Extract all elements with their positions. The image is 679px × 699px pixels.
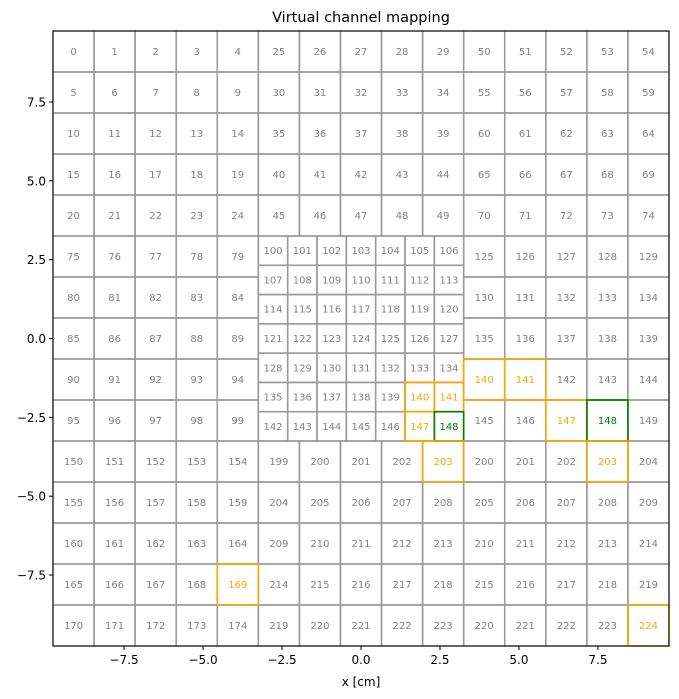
channel-label-128: 128 xyxy=(597,252,617,263)
channel-label-42: 42 xyxy=(354,170,368,181)
channel-label-218: 218 xyxy=(433,580,453,591)
channel-label-81: 81 xyxy=(108,293,121,304)
channel-label-148: 148 xyxy=(439,421,459,433)
channel-label-221: 221 xyxy=(515,621,535,632)
channel-label-146: 146 xyxy=(515,416,535,427)
channel-label-80: 80 xyxy=(67,293,80,304)
channel-label-150: 150 xyxy=(63,457,84,468)
channel-label-216: 216 xyxy=(515,580,535,591)
channel-label-102: 102 xyxy=(322,246,342,258)
channel-label-158: 158 xyxy=(187,498,207,509)
channel-label-173: 173 xyxy=(187,621,207,632)
channel-label-41: 41 xyxy=(313,170,327,181)
channel-label-201: 201 xyxy=(515,457,535,468)
channel-label-72: 72 xyxy=(559,211,573,222)
channel-label-207: 207 xyxy=(556,498,576,509)
channel-label-220: 220 xyxy=(310,621,330,632)
channel-label-216: 216 xyxy=(351,580,371,591)
channel-label-205: 205 xyxy=(474,498,494,509)
channel-label-84: 84 xyxy=(231,293,245,304)
channel-label-135: 135 xyxy=(474,334,494,345)
channel-label-207: 207 xyxy=(392,498,412,509)
channel-label-23: 23 xyxy=(190,211,204,222)
channel-label-46: 46 xyxy=(313,211,327,222)
channel-label-153: 153 xyxy=(187,457,207,468)
channel-label-66: 66 xyxy=(518,170,532,181)
channel-label-19: 19 xyxy=(231,170,245,181)
channel-label-94: 94 xyxy=(231,375,245,386)
channel-label-90: 90 xyxy=(67,375,80,386)
channel-label-64: 64 xyxy=(642,129,655,140)
channel-label-111: 111 xyxy=(380,275,400,287)
channel-label-110: 110 xyxy=(351,275,371,287)
x-tick-label: −5.0 xyxy=(188,653,218,667)
channel-label-200: 200 xyxy=(310,457,330,468)
x-tick-label: −2.5 xyxy=(267,653,297,667)
channel-label-92: 92 xyxy=(149,375,163,386)
channel-label-43: 43 xyxy=(395,170,409,181)
channel-label-98: 98 xyxy=(190,416,204,427)
channel-label-27: 27 xyxy=(354,47,368,58)
channel-label-40: 40 xyxy=(272,170,286,181)
channel-label-137: 137 xyxy=(556,334,576,345)
channel-label-112: 112 xyxy=(410,275,430,287)
channel-label-146: 146 xyxy=(380,421,400,433)
channel-label-106: 106 xyxy=(439,246,459,258)
x-tick-label: 7.5 xyxy=(588,653,608,667)
channel-label-0: 0 xyxy=(70,47,77,58)
channel-label-127: 127 xyxy=(556,252,576,263)
channel-label-16: 16 xyxy=(108,170,121,181)
channel-label-217: 217 xyxy=(556,580,576,591)
y-tick-label: −5.0 xyxy=(16,489,46,504)
channel-label-91: 91 xyxy=(108,375,121,386)
channel-label-68: 68 xyxy=(601,170,614,181)
channel-label-17: 17 xyxy=(149,170,163,181)
channel-label-149: 149 xyxy=(638,416,659,427)
y-tick-label: 5.0 xyxy=(26,174,46,189)
channel-label-134: 134 xyxy=(638,293,659,304)
channel-label-214: 214 xyxy=(638,539,659,550)
channel-label-107: 107 xyxy=(263,275,283,287)
x-tick-label: 2.5 xyxy=(430,653,450,667)
channel-label-38: 38 xyxy=(395,129,409,140)
channel-label-13: 13 xyxy=(190,129,204,140)
channel-label-148: 148 xyxy=(597,416,617,427)
channel-label-203: 203 xyxy=(433,457,453,468)
channel-label-215: 215 xyxy=(310,580,330,591)
channel-label-131: 131 xyxy=(351,363,371,375)
channel-label-86: 86 xyxy=(108,334,121,345)
channel-label-215: 215 xyxy=(474,580,494,591)
channel-label-24: 24 xyxy=(231,211,245,222)
channel-label-217: 217 xyxy=(392,580,412,591)
channel-label-121: 121 xyxy=(263,334,283,346)
channel-label-123: 123 xyxy=(322,334,342,346)
channel-label-117: 117 xyxy=(351,304,371,316)
channel-label-208: 208 xyxy=(597,498,617,509)
channel-label-145: 145 xyxy=(351,421,371,433)
channel-label-76: 76 xyxy=(108,252,121,263)
channel-label-142: 142 xyxy=(263,421,283,433)
channel-label-222: 222 xyxy=(556,621,576,632)
channel-label-4: 4 xyxy=(234,47,241,58)
channel-label-105: 105 xyxy=(410,246,430,258)
channel-label-73: 73 xyxy=(601,211,614,222)
channel-label-136: 136 xyxy=(292,392,312,404)
channel-label-37: 37 xyxy=(354,129,368,140)
channel-label-174: 174 xyxy=(228,621,248,632)
channel-label-101: 101 xyxy=(292,246,312,258)
y-tick-label: −7.5 xyxy=(16,568,46,583)
channel-label-60: 60 xyxy=(477,129,491,140)
channel-label-165: 165 xyxy=(63,580,84,591)
channel-label-213: 213 xyxy=(597,539,617,550)
channel-label-67: 67 xyxy=(559,170,573,181)
channel-label-203: 203 xyxy=(597,457,617,468)
channel-label-12: 12 xyxy=(149,129,163,140)
channel-label-75: 75 xyxy=(67,252,80,263)
channel-label-52: 52 xyxy=(559,47,573,58)
channel-label-206: 206 xyxy=(351,498,371,509)
channel-label-220: 220 xyxy=(474,621,494,632)
x-tick-label: −7.5 xyxy=(109,653,139,667)
channel-label-33: 33 xyxy=(395,88,409,99)
channel-label-169: 169 xyxy=(228,580,248,591)
channel-label-57: 57 xyxy=(559,88,573,99)
channel-label-2: 2 xyxy=(152,47,159,58)
channel-label-137: 137 xyxy=(322,392,342,404)
channel-label-154: 154 xyxy=(228,457,248,468)
channel-label-69: 69 xyxy=(642,170,655,181)
channel-label-212: 212 xyxy=(556,539,576,550)
channel-label-65: 65 xyxy=(477,170,491,181)
channel-label-104: 104 xyxy=(380,246,400,258)
channel-label-7: 7 xyxy=(152,88,159,99)
channel-label-96: 96 xyxy=(108,416,121,427)
channel-label-168: 168 xyxy=(187,580,207,591)
channel-label-211: 211 xyxy=(351,539,371,550)
channel-label-214: 214 xyxy=(269,580,289,591)
channel-label-74: 74 xyxy=(642,211,655,222)
channel-label-162: 162 xyxy=(146,539,166,550)
channel-label-78: 78 xyxy=(190,252,204,263)
channel-label-144: 144 xyxy=(638,375,659,386)
y-tick-label: 7.5 xyxy=(26,95,46,110)
channel-label-6: 6 xyxy=(111,88,118,99)
channel-label-10: 10 xyxy=(67,129,80,140)
channel-label-210: 210 xyxy=(310,539,330,550)
channel-label-51: 51 xyxy=(518,47,532,58)
channel-label-50: 50 xyxy=(477,47,491,58)
channel-label-118: 118 xyxy=(380,304,400,316)
channel-label-30: 30 xyxy=(272,88,286,99)
channel-label-204: 204 xyxy=(269,498,289,509)
channel-label-161: 161 xyxy=(105,539,125,550)
channel-label-208: 208 xyxy=(433,498,453,509)
channel-label-58: 58 xyxy=(601,88,614,99)
channel-label-14: 14 xyxy=(231,129,245,140)
y-tick-label: 0.0 xyxy=(26,332,46,346)
channel-label-156: 156 xyxy=(105,498,125,509)
channel-label-138: 138 xyxy=(597,334,617,345)
channel-label-39: 39 xyxy=(436,129,450,140)
channel-label-48: 48 xyxy=(395,211,409,222)
channel-label-116: 116 xyxy=(322,304,342,316)
channel-label-82: 82 xyxy=(149,293,163,304)
channel-label-114: 114 xyxy=(263,304,283,316)
channel-label-141: 141 xyxy=(439,392,459,404)
channel-label-54: 54 xyxy=(642,47,655,58)
channel-label-120: 120 xyxy=(439,304,459,316)
channel-label-205: 205 xyxy=(310,498,330,509)
channel-label-170: 170 xyxy=(63,621,84,632)
channel-label-8: 8 xyxy=(193,88,200,99)
channel-label-219: 219 xyxy=(638,580,659,591)
channel-label-53: 53 xyxy=(601,47,614,58)
channel-label-129: 129 xyxy=(638,252,659,263)
channel-label-167: 167 xyxy=(146,580,166,591)
channel-label-201: 201 xyxy=(351,457,371,468)
channel-label-138: 138 xyxy=(351,392,371,404)
channel-label-172: 172 xyxy=(146,621,166,632)
channel-label-126: 126 xyxy=(515,252,535,263)
channel-label-28: 28 xyxy=(395,47,409,58)
channel-label-130: 130 xyxy=(474,293,494,304)
channel-label-99: 99 xyxy=(231,416,245,427)
channel-label-49: 49 xyxy=(436,211,450,222)
channel-label-145: 145 xyxy=(474,416,494,427)
channel-label-133: 133 xyxy=(597,293,617,304)
channel-label-200: 200 xyxy=(474,457,494,468)
channel-label-11: 11 xyxy=(108,129,121,140)
channel-label-140: 140 xyxy=(410,392,430,404)
channel-label-132: 132 xyxy=(380,363,400,375)
x-tick-label: 5.0 xyxy=(509,653,529,667)
channel-label-211: 211 xyxy=(515,539,535,550)
channel-label-147: 147 xyxy=(410,421,430,433)
channel-label-47: 47 xyxy=(354,211,368,222)
channel-label-63: 63 xyxy=(601,129,614,140)
channel-label-59: 59 xyxy=(642,88,655,99)
channel-label-9: 9 xyxy=(234,88,241,99)
channel-label-151: 151 xyxy=(105,457,125,468)
channel-label-34: 34 xyxy=(436,88,450,99)
channel-label-119: 119 xyxy=(410,304,430,316)
channel-label-209: 209 xyxy=(269,539,289,550)
channel-label-163: 163 xyxy=(187,539,207,550)
channel-label-135: 135 xyxy=(263,392,283,404)
channel-label-212: 212 xyxy=(392,539,412,550)
channel-label-83: 83 xyxy=(190,293,204,304)
channel-label-45: 45 xyxy=(272,211,286,222)
channel-label-125: 125 xyxy=(474,252,494,263)
channel-label-164: 164 xyxy=(228,539,248,550)
channel-label-124: 124 xyxy=(351,334,371,346)
channel-label-71: 71 xyxy=(518,211,532,222)
channel-label-202: 202 xyxy=(556,457,576,468)
channel-label-95: 95 xyxy=(67,416,80,427)
channel-label-143: 143 xyxy=(292,421,312,433)
channel-label-15: 15 xyxy=(67,170,80,181)
channel-label-44: 44 xyxy=(436,170,450,181)
channel-label-142: 142 xyxy=(556,375,576,386)
channel-label-166: 166 xyxy=(105,580,125,591)
channel-label-29: 29 xyxy=(436,47,450,58)
channel-label-141: 141 xyxy=(515,375,535,386)
channel-label-20: 20 xyxy=(67,211,80,222)
channel-label-213: 213 xyxy=(433,539,453,550)
channel-label-199: 199 xyxy=(269,457,289,468)
x-axis-label: x [cm] xyxy=(341,675,381,689)
channel-label-133: 133 xyxy=(410,363,430,375)
channel-label-3: 3 xyxy=(193,47,200,58)
channel-label-26: 26 xyxy=(313,47,327,58)
channel-label-5: 5 xyxy=(70,88,77,99)
channel-label-171: 171 xyxy=(105,621,125,632)
channel-label-126: 126 xyxy=(410,334,430,346)
channel-label-209: 209 xyxy=(638,498,659,509)
channel-label-125: 125 xyxy=(380,334,400,346)
chart-title: Virtual channel mapping xyxy=(272,10,450,26)
channel-label-144: 144 xyxy=(322,421,342,433)
channel-label-93: 93 xyxy=(190,375,204,386)
channel-label-152: 152 xyxy=(146,457,166,468)
channel-label-77: 77 xyxy=(149,252,163,263)
channel-label-79: 79 xyxy=(231,252,245,263)
channel-label-32: 32 xyxy=(354,88,368,99)
channel-label-128: 128 xyxy=(263,363,283,375)
channel-label-88: 88 xyxy=(190,334,204,345)
channel-label-97: 97 xyxy=(149,416,163,427)
channel-label-224: 224 xyxy=(638,621,659,632)
channel-label-157: 157 xyxy=(146,498,166,509)
channel-label-85: 85 xyxy=(67,334,80,345)
channel-label-130: 130 xyxy=(322,363,342,375)
channel-label-115: 115 xyxy=(292,304,312,316)
channel-label-159: 159 xyxy=(228,498,248,509)
channel-label-202: 202 xyxy=(392,457,412,468)
channel-label-100: 100 xyxy=(263,246,283,258)
channel-label-223: 223 xyxy=(433,621,453,632)
y-tick-label: −2.5 xyxy=(16,410,46,425)
channel-label-219: 219 xyxy=(269,621,289,632)
channel-label-25: 25 xyxy=(272,47,286,58)
channel-label-62: 62 xyxy=(559,129,573,140)
channel-label-222: 222 xyxy=(392,621,412,632)
channel-label-140: 140 xyxy=(474,375,494,386)
x-tick-label: 0.0 xyxy=(351,653,371,667)
channel-label-134: 134 xyxy=(439,363,459,375)
channel-label-160: 160 xyxy=(63,539,84,550)
channel-label-1: 1 xyxy=(111,47,118,58)
channel-label-22: 22 xyxy=(149,211,163,222)
channel-label-127: 127 xyxy=(439,334,459,346)
channel-label-108: 108 xyxy=(292,275,312,287)
channel-label-31: 31 xyxy=(313,88,327,99)
channel-label-18: 18 xyxy=(190,170,204,181)
channel-label-206: 206 xyxy=(515,498,535,509)
channel-label-21: 21 xyxy=(108,211,121,222)
channel-label-218: 218 xyxy=(597,580,617,591)
channel-label-61: 61 xyxy=(518,129,532,140)
channel-label-129: 129 xyxy=(292,363,312,375)
channel-label-139: 139 xyxy=(380,392,400,404)
channel-label-56: 56 xyxy=(518,88,532,99)
channel-label-210: 210 xyxy=(474,539,494,550)
channel-label-55: 55 xyxy=(477,88,491,99)
channel-label-122: 122 xyxy=(292,334,312,346)
channel-label-136: 136 xyxy=(515,334,535,345)
channel-label-70: 70 xyxy=(477,211,491,222)
channel-label-89: 89 xyxy=(231,334,245,345)
channel-label-109: 109 xyxy=(322,275,342,287)
channel-label-35: 35 xyxy=(272,129,286,140)
channel-label-221: 221 xyxy=(351,621,371,632)
channel-label-139: 139 xyxy=(638,334,659,345)
channel-label-131: 131 xyxy=(515,293,535,304)
channel-label-143: 143 xyxy=(597,375,617,386)
channel-label-87: 87 xyxy=(149,334,163,345)
channel-label-147: 147 xyxy=(556,416,576,427)
channel-label-113: 113 xyxy=(439,275,459,287)
channel-label-204: 204 xyxy=(638,457,659,468)
channel-label-155: 155 xyxy=(63,498,84,509)
channel-label-132: 132 xyxy=(556,293,576,304)
channel-label-103: 103 xyxy=(351,246,371,258)
channel-label-223: 223 xyxy=(597,621,617,632)
channel-label-36: 36 xyxy=(313,129,327,140)
y-tick-label: 2.5 xyxy=(26,253,46,268)
